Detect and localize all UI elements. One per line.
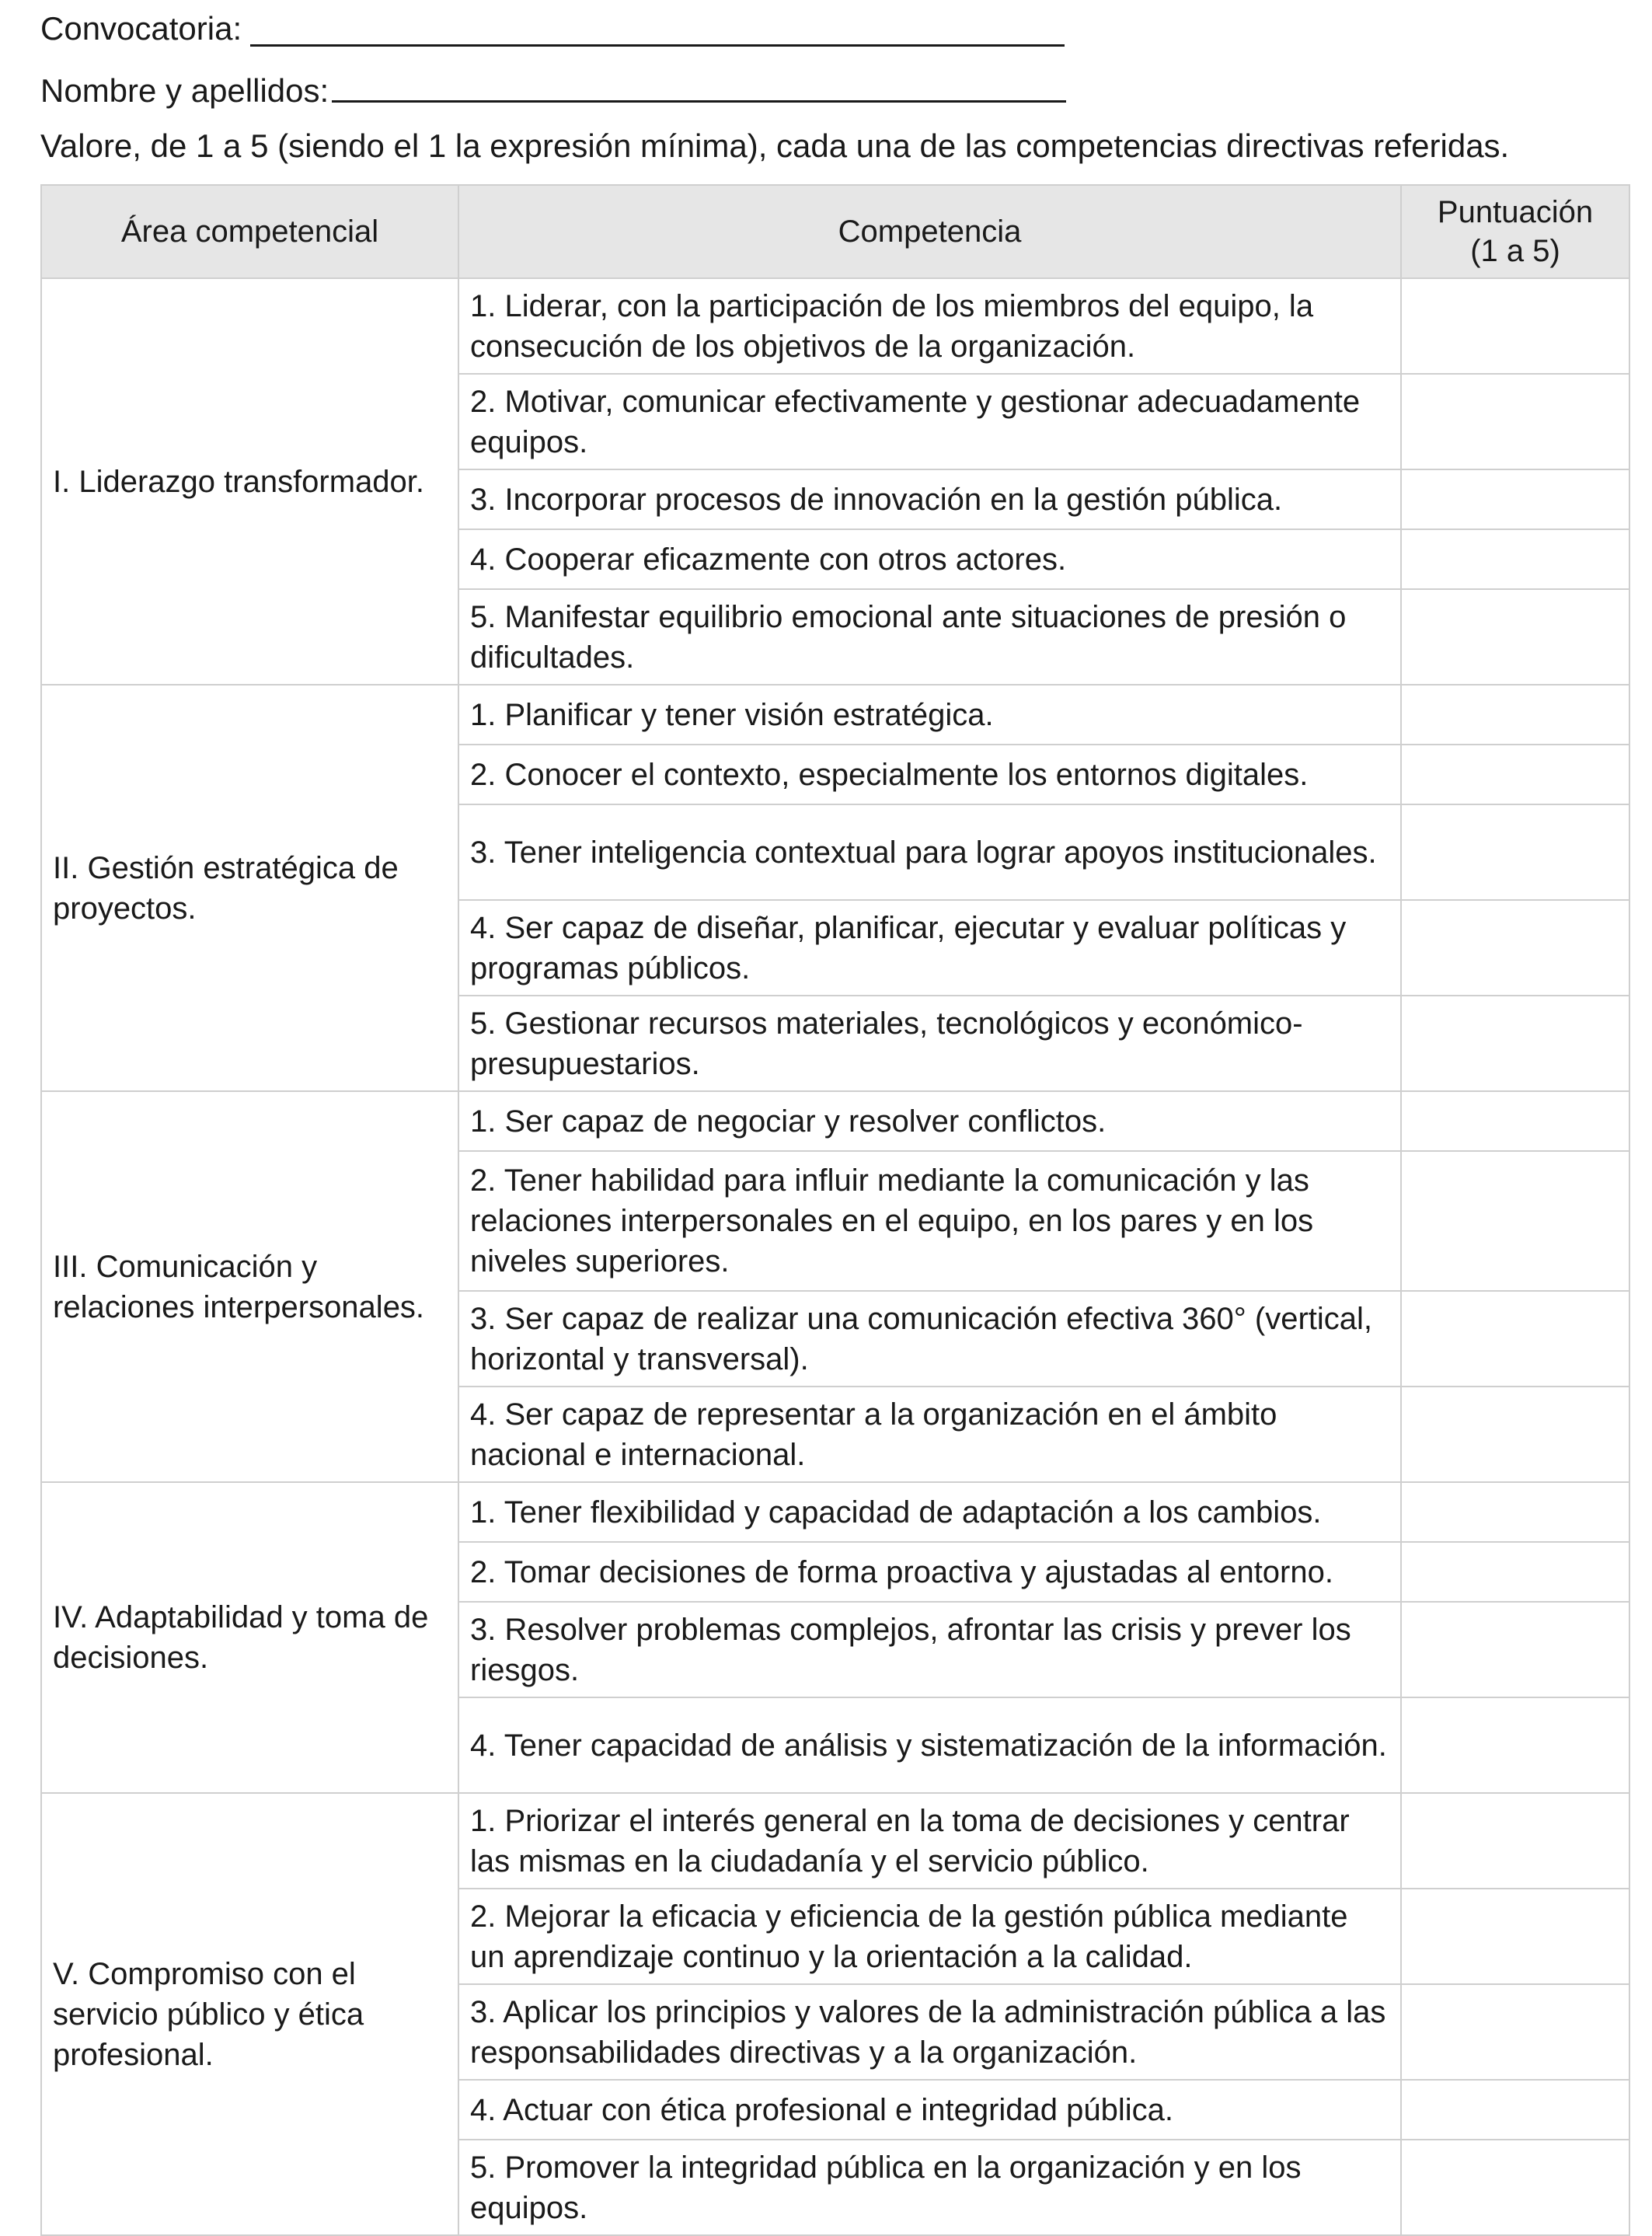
puntuacion-input-cell[interactable] <box>1401 804 1629 900</box>
competencia-cell: 4. Ser capaz de diseñar, planificar, ejecutar y evaluar políticas y programas públicos. <box>458 900 1401 996</box>
puntuacion-input-cell[interactable] <box>1401 1542 1629 1602</box>
competencia-cell: 1. Liderar, con la participación de los miembros del equipo, la consecución de los objetivos de la organización. <box>458 278 1401 374</box>
puntuacion-input-cell[interactable] <box>1401 1697 1629 1793</box>
table-row <box>41 278 1629 374</box>
puntuacion-input-cell[interactable] <box>1401 2140 1629 2235</box>
area-cell: III. Comunicación y relaciones interpersonales. <box>41 1091 458 1482</box>
puntuacion-input-cell[interactable] <box>1401 1602 1629 1697</box>
competencia-cell: 2. Mejorar la eficacia y eficiencia de la gestión pública mediante un aprendizaje continuo y la orientación a la calidad. <box>458 1889 1401 1984</box>
puntuacion-input-cell[interactable] <box>1401 374 1629 469</box>
nombre-label: Nombre y apellidos: <box>40 72 329 109</box>
competencia-cell: 4. Ser capaz de representar a la organización en el ámbito nacional e internacional. <box>458 1387 1401 1482</box>
convocatoria-label: Convocatoria: <box>40 10 242 47</box>
area-cell: I. Liderazgo transformador. <box>41 278 458 685</box>
table-header-row <box>41 185 1629 278</box>
puntuacion-input-cell[interactable] <box>1401 1151 1629 1291</box>
puntuacion-input-cell[interactable] <box>1401 1091 1629 1151</box>
puntuacion-input-cell[interactable] <box>1401 1482 1629 1542</box>
competencia-cell: 4. Tener capacidad de análisis y sistematización de la información. <box>458 1697 1401 1793</box>
puntuacion-input-cell[interactable] <box>1401 745 1629 804</box>
competencia-cell: 5. Manifestar equilibrio emocional ante situaciones de presión o dificultades. <box>458 589 1401 685</box>
area-cell: V. Compromiso con el servicio público y ética profesional. <box>41 1793 458 2235</box>
puntuacion-input-cell[interactable] <box>1401 469 1629 529</box>
puntuacion-input-cell[interactable] <box>1401 1387 1629 1482</box>
competencia-cell: 3. Aplicar los principios y valores de la administración pública a las responsabilidades directivas y a la organización. <box>458 1984 1401 2080</box>
competencia-cell: 1. Tener flexibilidad y capacidad de adaptación a los cambios. <box>458 1482 1401 1542</box>
puntuacion-input-cell[interactable] <box>1401 1793 1629 1889</box>
competencia-cell: 4. Cooperar eficazmente con otros actores. <box>458 529 1401 589</box>
competencia-cell: 5. Gestionar recursos materiales, tecnológicos y económico-presupuestarios. <box>458 996 1401 1091</box>
puntuacion-input-cell[interactable] <box>1401 1984 1629 2080</box>
competencia-cell: 2. Conocer el contexto, especialmente los entornos digitales. <box>458 745 1401 804</box>
puntuacion-input-cell[interactable] <box>1401 529 1629 589</box>
competencia-cell: 1. Priorizar el interés general en la toma de decisiones y centrar las mismas en la ciudadanía y el servicio público. <box>458 1793 1401 1889</box>
competencia-cell: 3. Ser capaz de realizar una comunicación efectiva 360° (vertical, horizontal y transversal). <box>458 1291 1401 1387</box>
competencia-cell: 3. Resolver problemas complejos, afrontar las crisis y prever los riesgos. <box>458 1602 1401 1697</box>
competencia-cell: 1. Ser capaz de negociar y resolver conflictos. <box>458 1091 1401 1151</box>
puntuacion-input-cell[interactable] <box>1401 2080 1629 2140</box>
area-cell: II. Gestión estratégica de proyectos. <box>41 685 458 1091</box>
competencias-table <box>40 184 1630 2236</box>
competencia-cell: 5. Promover la integridad pública en la organización y en los equipos. <box>458 2140 1401 2235</box>
puntuacion-input-cell[interactable] <box>1401 685 1629 745</box>
puntuacion-input-cell[interactable] <box>1401 278 1629 374</box>
nombre-input-line[interactable] <box>332 100 1066 103</box>
convocatoria-input-line[interactable] <box>250 44 1065 47</box>
table-row <box>41 1091 1629 1151</box>
instructions-text: Valore, de 1 a 5 (siendo el 1 la expresión mínima), cada una de las competencias directivas referidas. <box>40 127 1510 164</box>
puntuacion-input-cell[interactable] <box>1401 996 1629 1091</box>
header-puntuacion-line2: (1 a 5) <box>1470 234 1560 268</box>
puntuacion-input-cell[interactable] <box>1401 1291 1629 1387</box>
competencia-cell: 4. Actuar con ética profesional e integridad pública. <box>458 2080 1401 2140</box>
competencia-cell: 3. Incorporar procesos de innovación en la gestión pública. <box>458 469 1401 529</box>
puntuacion-input-cell[interactable] <box>1401 1889 1629 1984</box>
header-competencia: Competencia <box>458 185 1401 278</box>
header-puntuacion <box>1401 185 1629 278</box>
header-area: Área competencial <box>41 185 458 278</box>
area-cell: IV. Adaptabilidad y toma de decisiones. <box>41 1482 458 1793</box>
competencia-cell: 2. Tener habilidad para influir mediante la comunicación y las relaciones interpersonales en el equipo, en los pares y en los niveles superiores. <box>458 1151 1401 1291</box>
table-row <box>41 1793 1629 1889</box>
puntuacion-input-cell[interactable] <box>1401 900 1629 996</box>
competencia-cell: 2. Tomar decisiones de forma proactiva y ajustadas al entorno. <box>458 1542 1401 1602</box>
header-puntuacion-line1: Puntuación <box>1437 195 1594 229</box>
table-row <box>41 1482 1629 1542</box>
competencia-cell: 2. Motivar, comunicar efectivamente y gestionar adecuadamente equipos. <box>458 374 1401 469</box>
competencia-cell: 1. Planificar y tener visión estratégica. <box>458 685 1401 745</box>
puntuacion-input-cell[interactable] <box>1401 589 1629 685</box>
table-row <box>41 685 1629 745</box>
competencia-cell: 3. Tener inteligencia contextual para lograr apoyos institucionales. <box>458 804 1401 900</box>
